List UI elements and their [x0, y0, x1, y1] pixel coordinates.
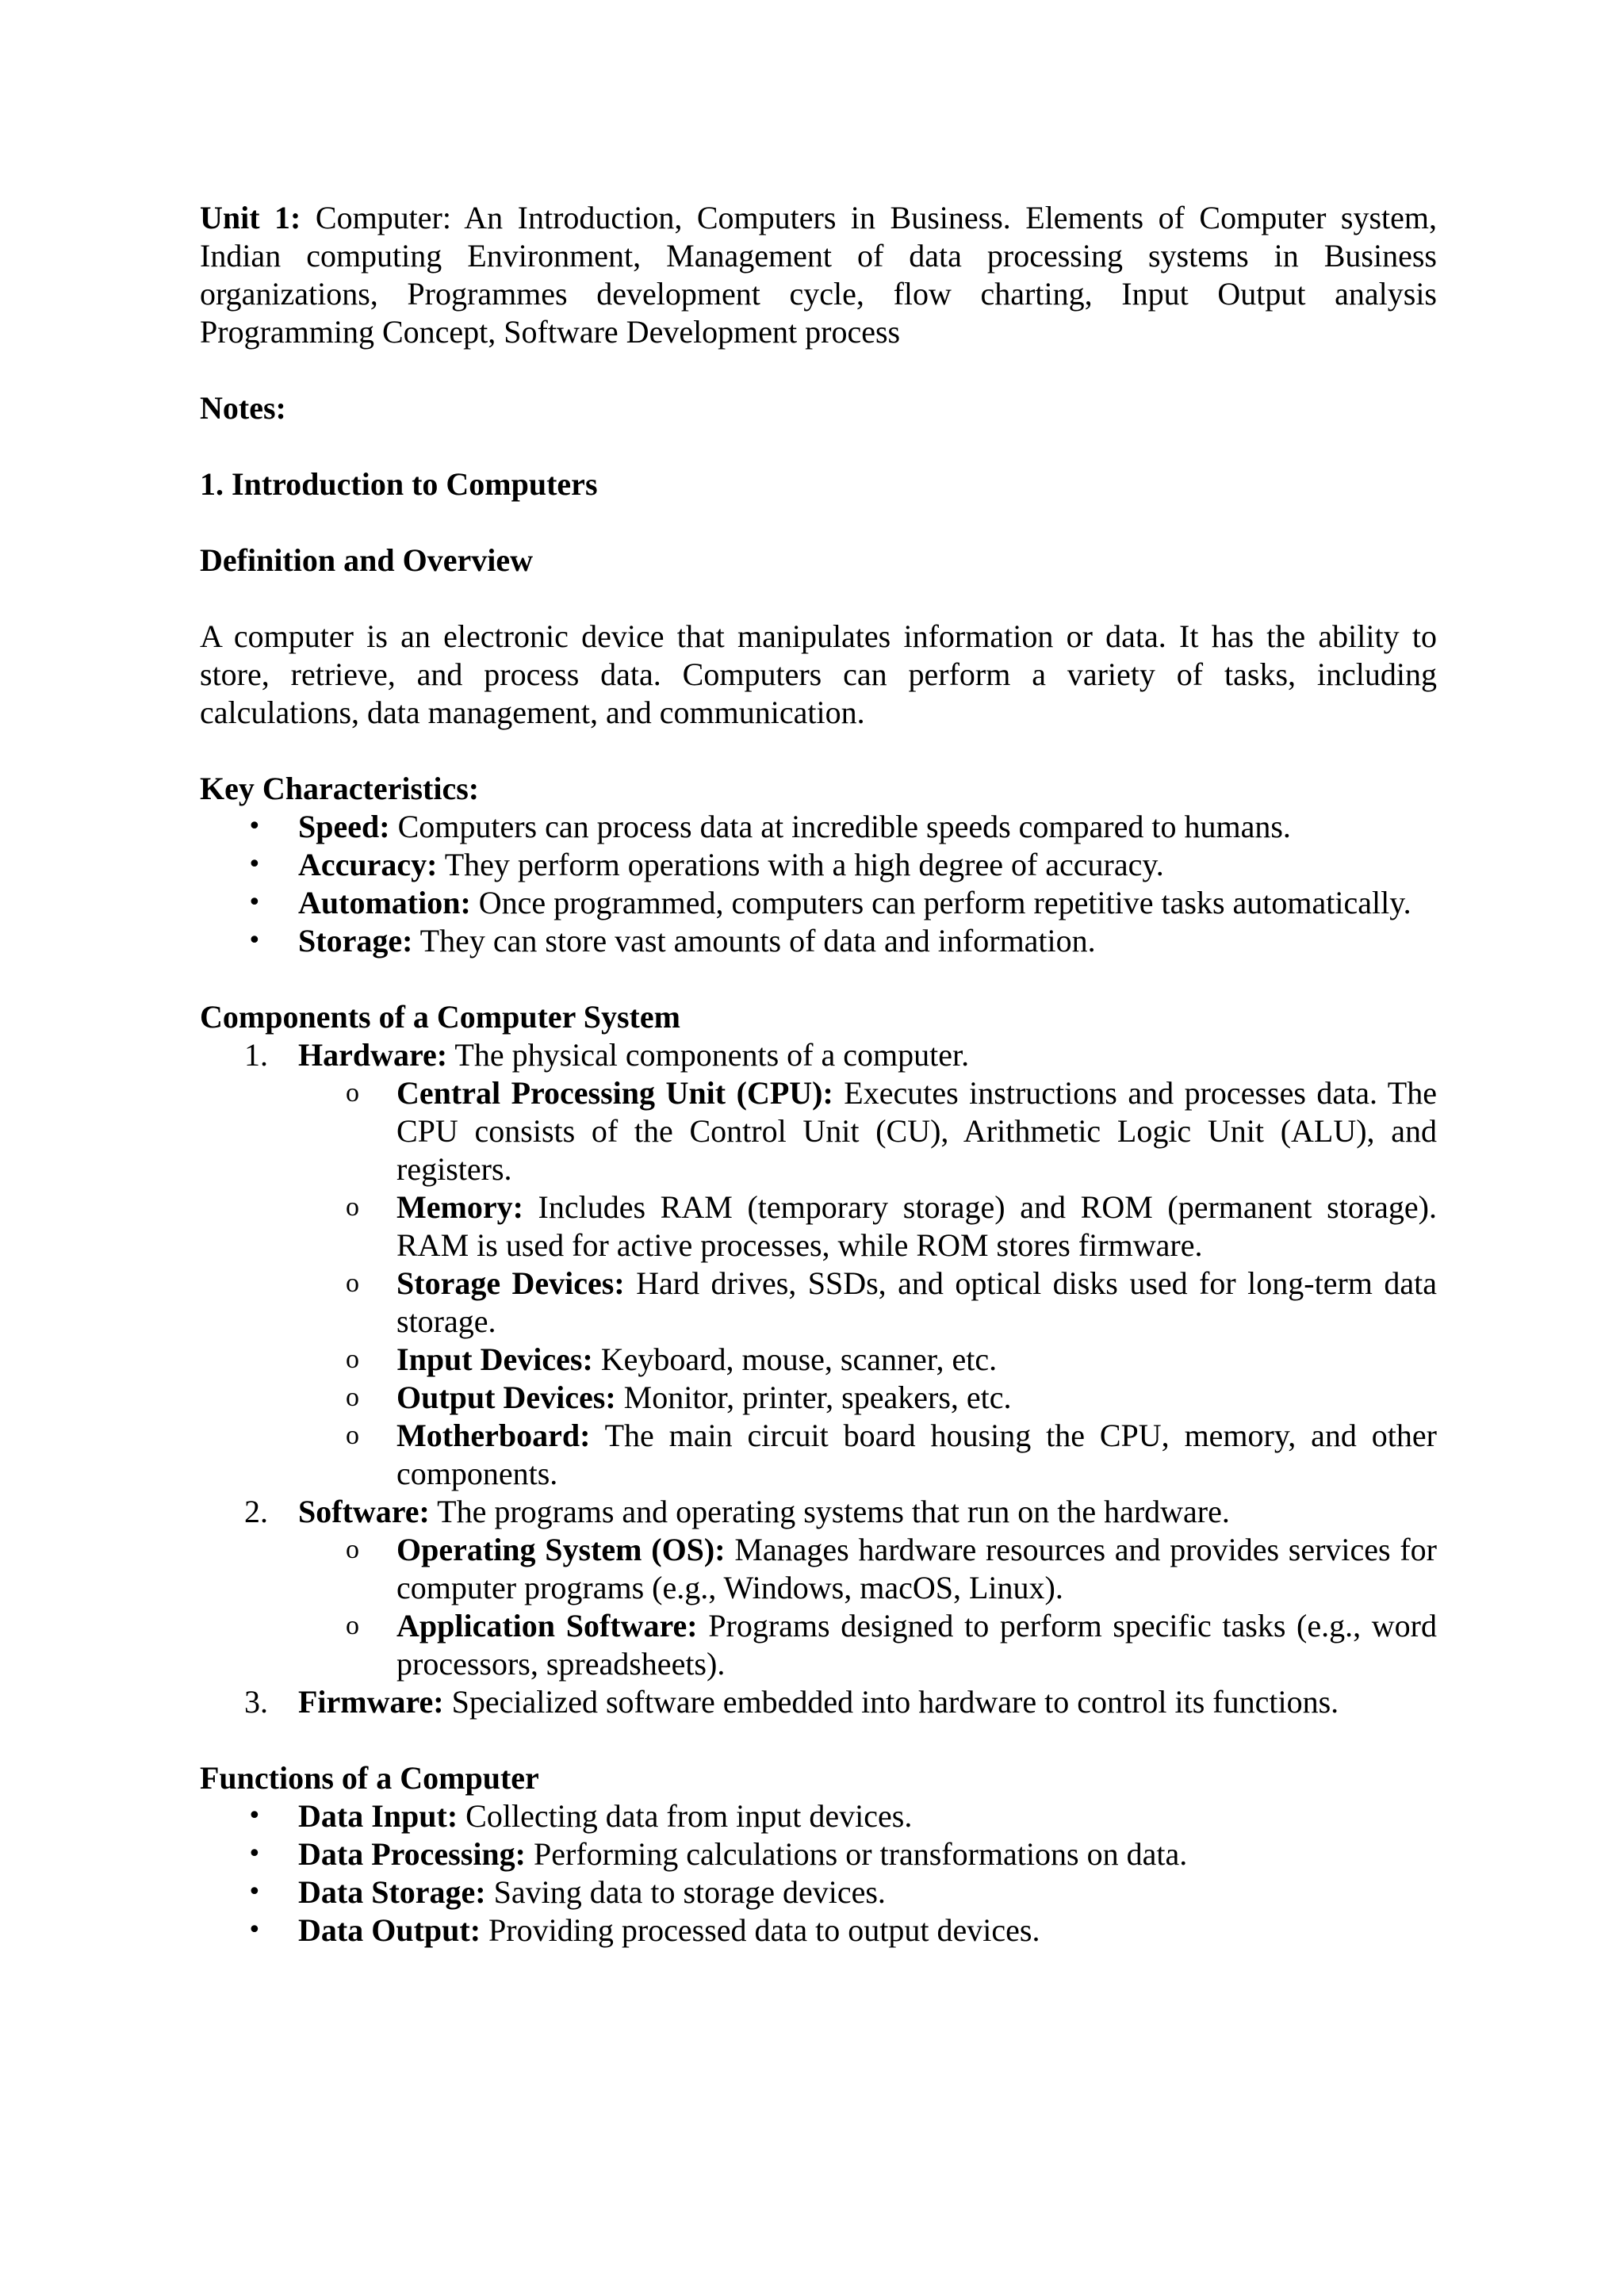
unit-text: Computer: An Introduction, Computers in Business. Elements of Computer system, Indian computing Environment, Management of data processing systems in Business organizations, Programmes development cycle, flow charting, Input Output analysis Programming Concept, Software Development process	[200, 200, 1437, 350]
list-number: 2.	[244, 1494, 268, 1529]
bullet-icon: •	[247, 851, 262, 878]
definition-paragraph: A computer is an electronic device that manipulates information or data. It has the ability to store, retrieve, and process data. Computers can perform a variety of tasks, including calculations, data management, and communication.	[200, 618, 1437, 730]
list-item: o Application Software: Programs designed to perform specific tasks (e.g., word processors, spreadsheets).	[346, 1608, 1438, 1682]
circle-bullet-icon: o	[346, 1611, 359, 1640]
unit-syllabus-paragraph	[200, 199, 1437, 351]
list-item: o Central Processing Unit (CPU): Executes instructions and processes data. The CPU consists of the Control Unit (CU), Arithmetic Logic Unit (ALU), and registers.	[346, 1075, 1437, 1187]
list-item: • Automation: Once programmed, computers can perform repetitive tasks automatically.	[247, 885, 1411, 920]
software-sublist	[298, 1531, 1437, 1683]
list-item: o Output Devices: Monitor, printer, speakers, etc.	[346, 1380, 1012, 1415]
document-page	[200, 199, 1437, 1950]
list-item: o Memory: Includes RAM (temporary storage) and ROM (permanent storage). RAM is used for active processes, while ROM stores firmware.	[346, 1189, 1437, 1263]
bullet-icon: •	[247, 1916, 262, 1944]
bullet-icon: •	[247, 1802, 262, 1830]
list-item: 2. Software: The programs and operating systems that run on the hardware. o Operating System (OS): Manages hardware resources and provides services for computer programs (e.g., Windows, macOS, Linux). o Application Software: Programs designed to perform specific tasks (e.g., word processors, spreadsheets).	[244, 1494, 1438, 1682]
notes-heading: Notes:	[200, 390, 286, 426]
bullet-icon: •	[247, 1840, 262, 1868]
list-item: • Accuracy: They perform operations with a high degree of accuracy.	[247, 847, 1164, 882]
unit-label: Unit 1:	[200, 200, 301, 235]
list-item: • Speed: Computers can process data at incredible speeds compared to humans.	[247, 809, 1291, 844]
circle-bullet-icon: o	[346, 1535, 359, 1564]
circle-bullet-icon: o	[346, 1421, 359, 1450]
circle-bullet-icon: o	[346, 1269, 359, 1298]
list-item: • Data Output: Providing processed data to output devices.	[247, 1912, 1040, 1948]
section-title: 1. Introduction to Computers	[200, 466, 598, 502]
functions-list	[200, 1797, 1437, 1950]
components-list	[200, 1036, 1437, 1721]
key-characteristics-list	[200, 808, 1437, 960]
circle-bullet-icon: o	[346, 1192, 359, 1222]
list-item: 1. Hardware: The physical components of a computer. o Central Processing Unit (CPU): Executes instructions and processes data. The CPU consists of the Control Unit (CU), Arithmetic Logic Unit (ALU), and registers. o Memory: Includes RAM (temporary storage) and ROM (permanent storage). RAM is used for active processes, while ROM stores firmware. o Storage Devices: Hard drives, SSDs, and optical disks used for long-term data storage. o Input Devices: Keyboard, mouse, scanner, etc. o Output Devices: Monitor, printer, speakers, etc. o Motherboard: The main circuit board housing the CPU, memory, and other components.	[244, 1037, 1437, 1491]
list-item: o Storage Devices: Hard drives, SSDs, and optical disks used for long-term data storage.	[346, 1265, 1437, 1339]
circle-bullet-icon: o	[346, 1078, 359, 1108]
list-number: 1.	[244, 1037, 268, 1073]
list-item: o Input Devices: Keyboard, mouse, scanner, etc.	[346, 1341, 998, 1377]
list-item: o Motherboard: The main circuit board housing the CPU, memory, and other components.	[346, 1418, 1437, 1491]
bullet-icon: •	[247, 813, 262, 840]
list-item: • Data Storage: Saving data to storage devices.	[247, 1874, 886, 1910]
list-number: 3.	[244, 1684, 268, 1720]
hardware-sublist	[298, 1074, 1437, 1493]
definition-heading: Definition and Overview	[200, 542, 533, 578]
bullet-icon: •	[247, 1878, 262, 1906]
list-item: • Data Processing: Performing calculations or transformations on data.	[247, 1836, 1188, 1872]
functions-heading: Functions of a Computer	[200, 1760, 539, 1796]
list-item: • Data Input: Collecting data from input devices.	[247, 1798, 913, 1834]
list-item: 3. Firmware: Specialized software embedded into hardware to control its functions.	[244, 1684, 1339, 1720]
bullet-icon: •	[247, 889, 262, 916]
circle-bullet-icon: o	[346, 1345, 359, 1374]
list-item: o Operating System (OS): Manages hardware resources and provides services for computer programs (e.g., Windows, macOS, Linux).	[346, 1532, 1437, 1605]
list-item: • Storage: They can store vast amounts of data and information.	[247, 923, 1096, 959]
key-characteristics-heading: Key Characteristics:	[200, 771, 480, 806]
components-heading: Components of a Computer System	[200, 999, 680, 1035]
circle-bullet-icon: o	[346, 1383, 359, 1412]
bullet-icon: •	[247, 927, 262, 955]
